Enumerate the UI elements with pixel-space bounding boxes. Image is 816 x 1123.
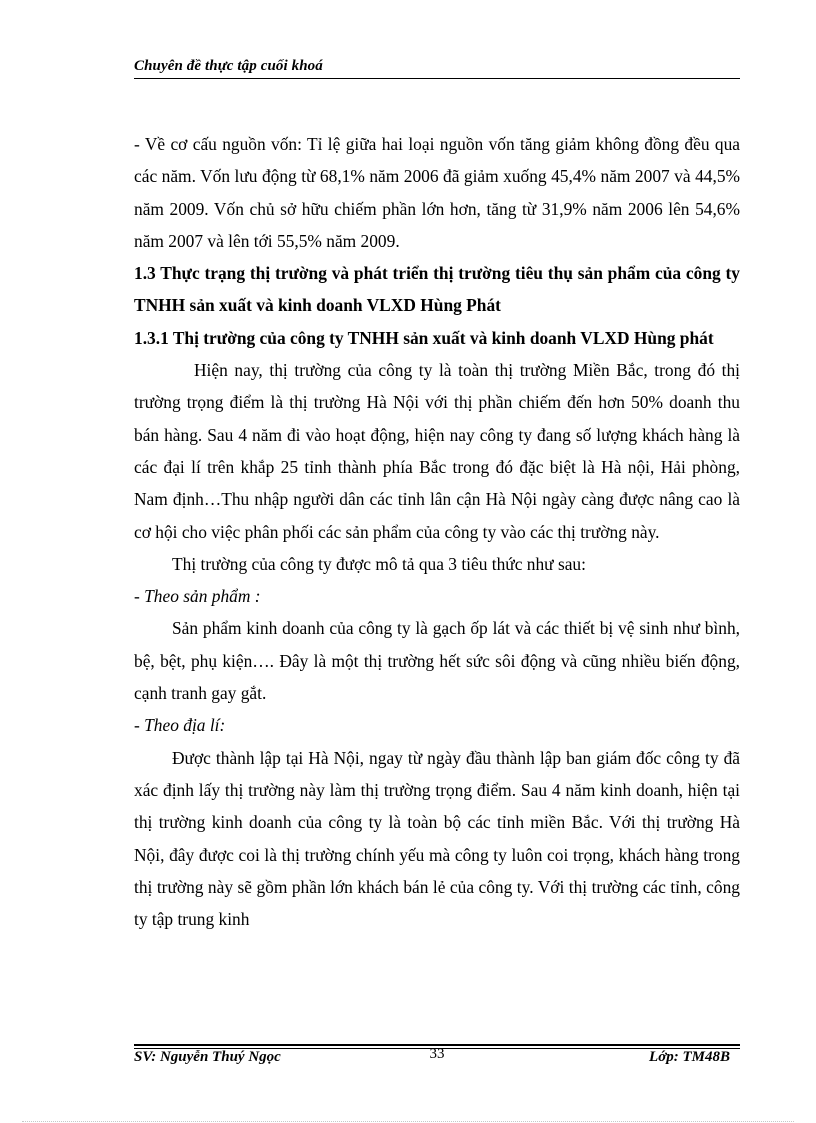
heading-section-1-3: 1.3 Thực trạng thị trường và phát triển thị trường tiêu thụ sản phẩm của công ty TNHH sản xuất và kinh doanh VLXD Hùng Phát — [134, 263, 740, 316]
footer-student-name: SV: Nguyễn Thuý Ngọc — [134, 1049, 281, 1065]
paragraph-by-product: Sản phẩm kinh doanh của công ty là gạch ốp lát và các thiết bị vệ sinh như bình, bệ, bệt, phụ kiện…. Đây là một thị trường hết sức sôi động và cũng nhiều biến động, cạnh tranh gay gắt. — [134, 618, 740, 704]
header-divider — [134, 78, 740, 79]
label-by-geography: - Theo địa lí: — [134, 715, 226, 736]
heading-section-1-3-1: 1.3.1 Thị trường của công ty TNHH sản xuất và kinh doanh VLXD Hùng phát — [134, 327, 714, 348]
label-by-product: - Theo sản phẩm : — [134, 586, 261, 607]
paragraph-market-overview: Hiện nay, thị trường của công ty là toàn thị trường Miền Bắc, trong đó thị trường trọng điểm là thị trường Hà Nội với thị phần chiếm đến hơn 50% doanh thu bán hàng. Sau 4 năm đi vào hoạt động, hiện nay công ty đang số lượng khách hàng là các đại lí trên khắp 25 tỉnh thành phía Bắc trong đó đặc biệt là Hà nội, Hải phòng, Nam định…Thu nhập người dân các tỉnh lân cận Hà Nội ngày càng được nâng cao là cơ hội cho việc phân phối các sản phẩm của công ty vào các thị trường này. — [134, 360, 740, 542]
document-body — [134, 128, 740, 935]
footer-page-number: 33 — [429, 1046, 445, 1062]
paragraph-by-geography: Được thành lập tại Hà Nội, ngay từ ngày đầu thành lập ban giám đốc công ty đã xác định lấy thị trường này làm thị trường trọng điểm. Sau 4 năm kinh doanh, hiện tại thị trường kinh doanh của công ty là toàn bộ các tỉnh miền Bắc. Với thị trường Hà Nội, đây được coi là thị trường chính yếu mà công ty luôn coi trọng, khách hàng trong thị trường này sẽ gồm phần lớn khách bán lẻ của công ty. Với thị trường các tỉnh, công ty tập trung kinh — [134, 747, 740, 930]
page-bottom-edge — [22, 1121, 794, 1122]
footer-class-label: Lớp: TM48B — [649, 1049, 730, 1065]
page-header-title: Chuyên đề thực tập cuối khoá — [134, 58, 323, 74]
paragraph-capital-structure: - Về cơ cấu nguồn vốn: Tỉ lệ giữa hai loại nguồn vốn tăng giảm không đồng đều qua các năm. Vốn lưu động từ 68,1% năm 2006 đã giảm xuống 45,4% năm 2007 và 44,5% năm 2009. Vốn chủ sở hữu chiếm phần lớn hơn, tăng từ 31,9% năm 2006 lên 54,6% năm 2007 và lên tới 55,5% năm 2009. — [134, 134, 740, 251]
paragraph-market-criteria: Thị trường của công ty được mô tả qua 3 tiêu thức như sau: — [172, 553, 586, 574]
